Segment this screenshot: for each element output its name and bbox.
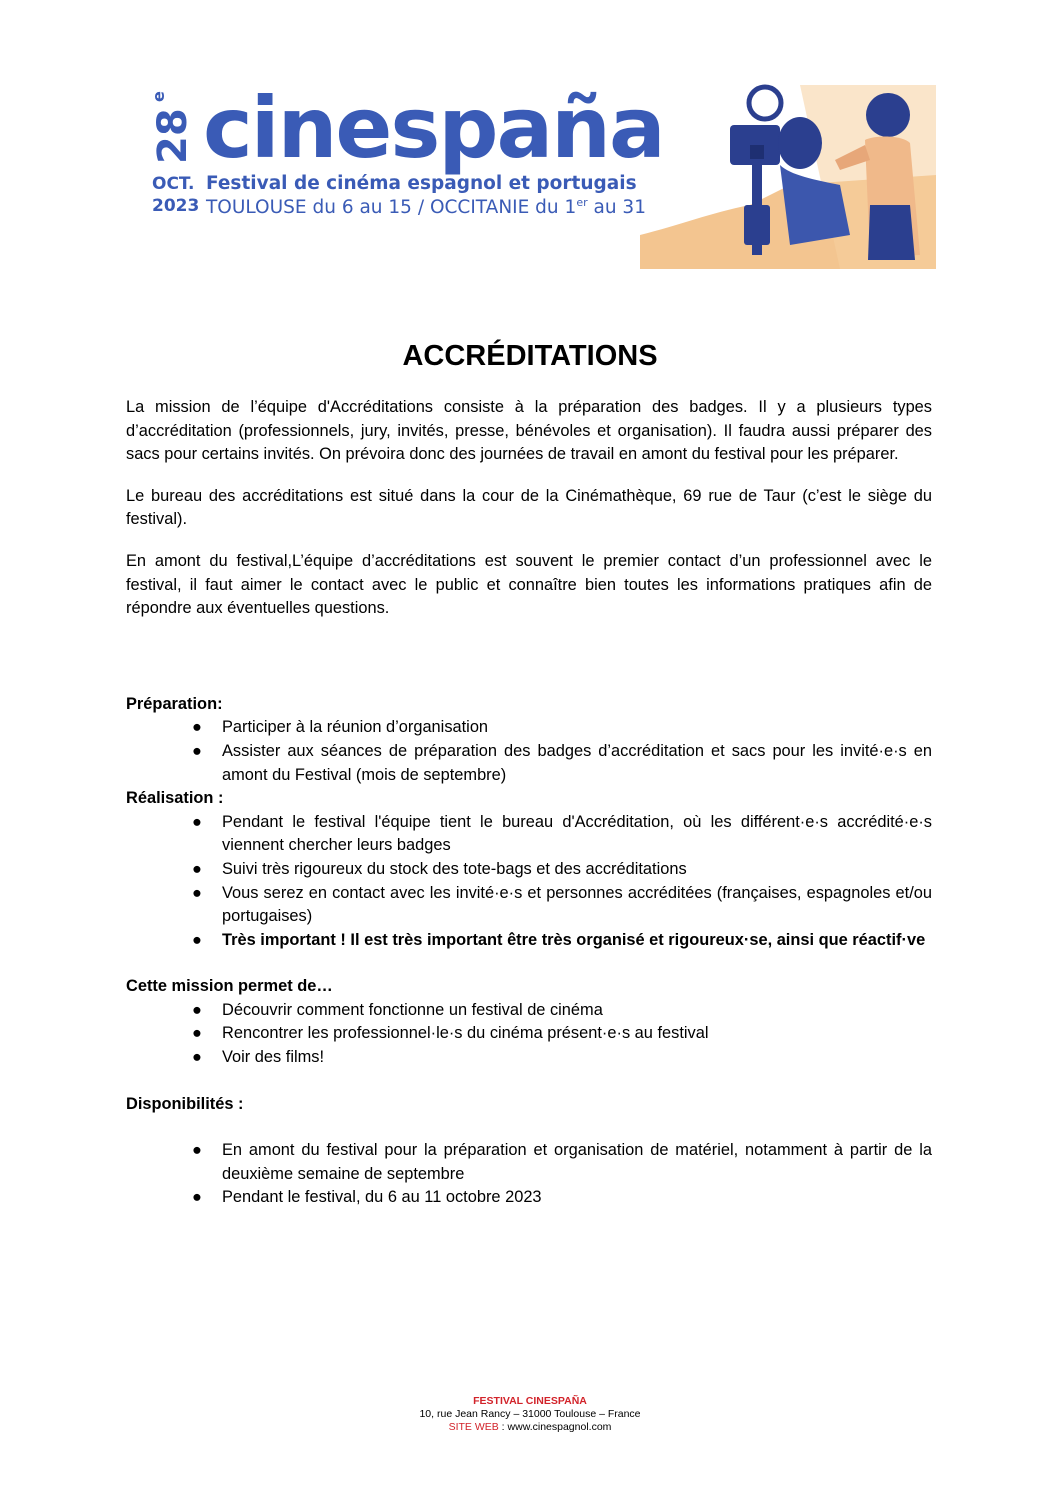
document-body: [126, 396, 932, 1210]
preparation-list: [126, 716, 932, 787]
footer-org-name: FESTIVAL CINESPAÑA: [473, 1395, 587, 1407]
bullet-icon: ●: [192, 812, 202, 831]
intro-paragraph-1: La mission de l’équipe d'Accréditations consiste à la préparation des badges. Il y a plusieurs types d’accréditation (professionnels, jury, invités, presse, bénévoles et organisation). Il faudra aussi préparer des sacs pour certains invités. On prévoira donc des journées de travail en amont du festival pour les préparer.: [126, 398, 932, 464]
availability-heading: Disponibilités :: [126, 1094, 244, 1113]
edition-number-logo: [149, 88, 196, 164]
festival-dates: TOULOUSE du 6 au 15 / OCCITANIE du 1er au 31: [206, 196, 646, 219]
availability-list: [126, 1139, 932, 1210]
footer-website: SITE WEB : www.cinespagnol.com: [448, 1421, 612, 1433]
mission-heading: Cette mission permet de…: [126, 977, 333, 996]
brand-wordmark: cinespaña: [203, 79, 664, 177]
bullet-icon: ●: [192, 1000, 202, 1019]
intro-paragraph-3: En amont du festival,L’équipe d’accréditations est souvent le premier contact d’un professionnel avec le festival, il faut aimer le contact avec le public et connaître bien toutes les informations pratiques afin de répondre aux éventuelles questions.: [126, 551, 932, 618]
mission-list: [126, 999, 932, 1070]
bullet-icon: ●: [192, 859, 202, 878]
bullet-icon: ●: [192, 930, 202, 949]
list-item: ● En amont du festival pour la préparation et organisation de matériel, notamment à partir de la deuxième semaine de septembre: [192, 1141, 932, 1183]
edition-suffix: e: [149, 91, 168, 102]
list-item: ● Pendant le festival, du 6 au 11 octobre 2023: [126, 1186, 932, 1210]
list-item: ● Participer à la réunion d’organisation: [126, 716, 932, 740]
realisation-list: [126, 811, 932, 953]
bullet-icon: ●: [192, 1048, 202, 1067]
bullet-icon: ●: [192, 718, 202, 737]
bullet-icon: ●: [192, 741, 202, 760]
list-item: ● Assister aux séances de préparation des badges d’accréditation et sacs pour les invité·e·s en amont du Festival (mois de septembre): [192, 741, 932, 784]
page-footer: [0, 1395, 1060, 1434]
festival-month: OCT.: [152, 174, 195, 194]
film-crew-photo: [640, 85, 936, 269]
footer-web-label: SITE WEB: [448, 1421, 499, 1433]
realisation-heading: Réalisation :: [126, 789, 224, 808]
list-item: ● Pendant le festival l'équipe tient le bureau d'Accréditation, où les différent·e·s accrédité·e·s viennent chercher leurs badges: [192, 812, 932, 855]
list-item: ● Voir des films!: [126, 1046, 932, 1070]
bullet-icon: ●: [192, 1188, 202, 1207]
list-item: ● Suivi très rigoureux du stock des tote-bags et des accréditations: [126, 858, 932, 882]
bullet-icon: ●: [192, 883, 202, 902]
intro-paragraph-2: Le bureau des accréditations est situé dans la cour de la Cinémathèque, 69 rue de Taur (c’est le siège du festival).: [126, 486, 932, 529]
bullet-icon: ●: [192, 1024, 202, 1043]
list-item: ● Vous serez en contact avec les invité·e·s et personnes accréditées (françaises, espagnoles et/ou portugaises): [192, 883, 932, 926]
festival-subtitle: Festival de cinéma espagnol et portugais: [206, 173, 637, 194]
bullet-icon: ●: [192, 1141, 202, 1160]
list-item: ● Découvrir comment fonctionne un festival de cinéma: [126, 999, 932, 1023]
edition-number: 28: [150, 108, 196, 164]
important-note: ● Très important ! Il est très important être très organisé et rigoureux·se, ainsi que réactif·ve: [126, 929, 932, 953]
preparation-heading: Préparation:: [126, 694, 223, 713]
list-item: ● Rencontrer les professionnel·le·s du cinéma présent·e·s au festival: [126, 1022, 932, 1046]
document-title: ACCRÉDITATIONS: [402, 340, 658, 372]
festival-year: 2023: [152, 196, 200, 216]
footer-web-link[interactable]: www.cinespagnol.com: [507, 1421, 612, 1433]
footer-address: 10, rue Jean Rancy – 31000 Toulouse – France: [419, 1408, 641, 1420]
